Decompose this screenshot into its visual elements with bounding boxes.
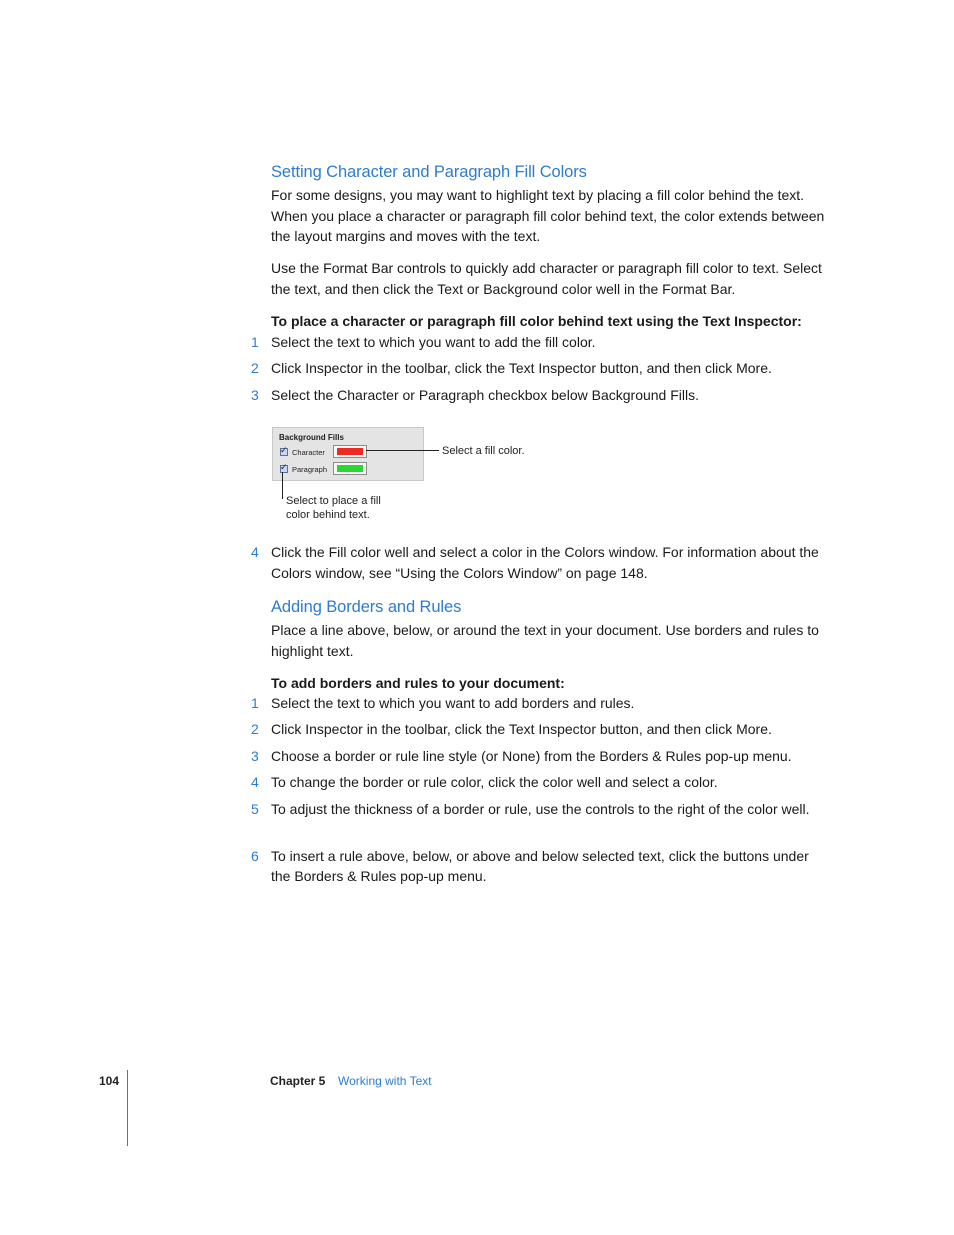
task-lead: To add borders and rules to your document: bbox=[271, 675, 565, 691]
section-heading-borders-rules: Adding Borders and Rules bbox=[271, 598, 462, 616]
step-text: Click the Fill color well and select a color in the Colors window. For information about the Colors window, see “Using the Colors Window” on page 148. bbox=[271, 544, 819, 581]
checkmark-icon: ✓ bbox=[280, 445, 288, 455]
page-number: 104 bbox=[99, 1074, 120, 1088]
step-number: 1 bbox=[251, 695, 259, 711]
footer-chapter-title: Working with Text bbox=[338, 1074, 432, 1088]
callout-select-to-place-line2: color behind text. bbox=[286, 509, 370, 521]
step-number: 6 bbox=[251, 848, 259, 864]
footer-chapter: Chapter 5 bbox=[270, 1074, 326, 1088]
section-heading-fill-colors: Setting Character and Paragraph Fill Colors bbox=[271, 163, 587, 181]
character-fill-swatch bbox=[337, 448, 363, 455]
step-text: To change the border or rule color, click the color well and select a color. bbox=[271, 774, 718, 790]
step-text: Select the text to which you want to add borders and rules. bbox=[271, 695, 635, 711]
step-text: Click Inspector in the toolbar, click the Text Inspector button, and then click More. bbox=[271, 360, 772, 376]
paragraph-label: Paragraph bbox=[292, 465, 328, 474]
step-number: 4 bbox=[251, 544, 259, 560]
paragraph: Use the Format Bar controls to quickly add character or paragraph fill color to text. Select the text, and then click the Text or Background color well in the Format Bar. bbox=[271, 260, 822, 297]
character-checkbox[interactable] bbox=[280, 445, 288, 456]
step-text: To insert a rule above, below, or above and below selected text, click the buttons under the Borders & Rules pop-up menu. bbox=[271, 848, 809, 884]
step-text: Click Inspector in the toolbar, click the Text Inspector button, and then click More. bbox=[271, 721, 772, 737]
panel-title: Background Fills bbox=[279, 433, 344, 442]
step-number: 2 bbox=[251, 360, 259, 376]
footer-divider bbox=[127, 1070, 128, 1146]
step-number: 5 bbox=[251, 801, 259, 817]
callout-select-fill-color: Select a fill color. bbox=[442, 445, 525, 457]
background-fills-panel bbox=[272, 427, 424, 481]
step-text: Select the Character or Paragraph checkbox below Background Fills. bbox=[271, 387, 699, 403]
step-text: To adjust the thickness of a border or rule, use the controls to the right of the color well. bbox=[271, 801, 810, 817]
step-number: 3 bbox=[251, 748, 259, 764]
paragraph: For some designs, you may want to highlight text by placing a fill color behind the text. When you place a character or paragraph fill color behind text, the color extends between the layout margins and moves with the text. bbox=[271, 187, 825, 245]
checkmark-icon: ✓ bbox=[280, 462, 288, 472]
step-text: Choose a border or rule line style (or None) from the Borders & Rules pop-up menu. bbox=[271, 748, 792, 764]
task-lead: To place a character or paragraph fill color behind text using the Text Inspector: bbox=[271, 313, 802, 329]
step-number: 2 bbox=[251, 721, 259, 737]
character-color-well[interactable] bbox=[333, 445, 367, 458]
character-label: Character bbox=[292, 448, 325, 457]
callout-line bbox=[282, 472, 283, 499]
callout-select-to-place-line1: Select to place a fill bbox=[286, 495, 381, 507]
paragraph-color-well[interactable] bbox=[333, 462, 367, 475]
callout-line bbox=[366, 450, 439, 451]
step-text: Select the text to which you want to add the fill color. bbox=[271, 334, 596, 350]
paragraph-fill-swatch bbox=[337, 465, 363, 472]
step-number: 1 bbox=[251, 334, 259, 350]
paragraph: Place a line above, below, or around the text in your document. Use borders and rules to highlight text. bbox=[271, 622, 819, 659]
step-number: 3 bbox=[251, 387, 259, 403]
step-number: 4 bbox=[251, 774, 259, 790]
